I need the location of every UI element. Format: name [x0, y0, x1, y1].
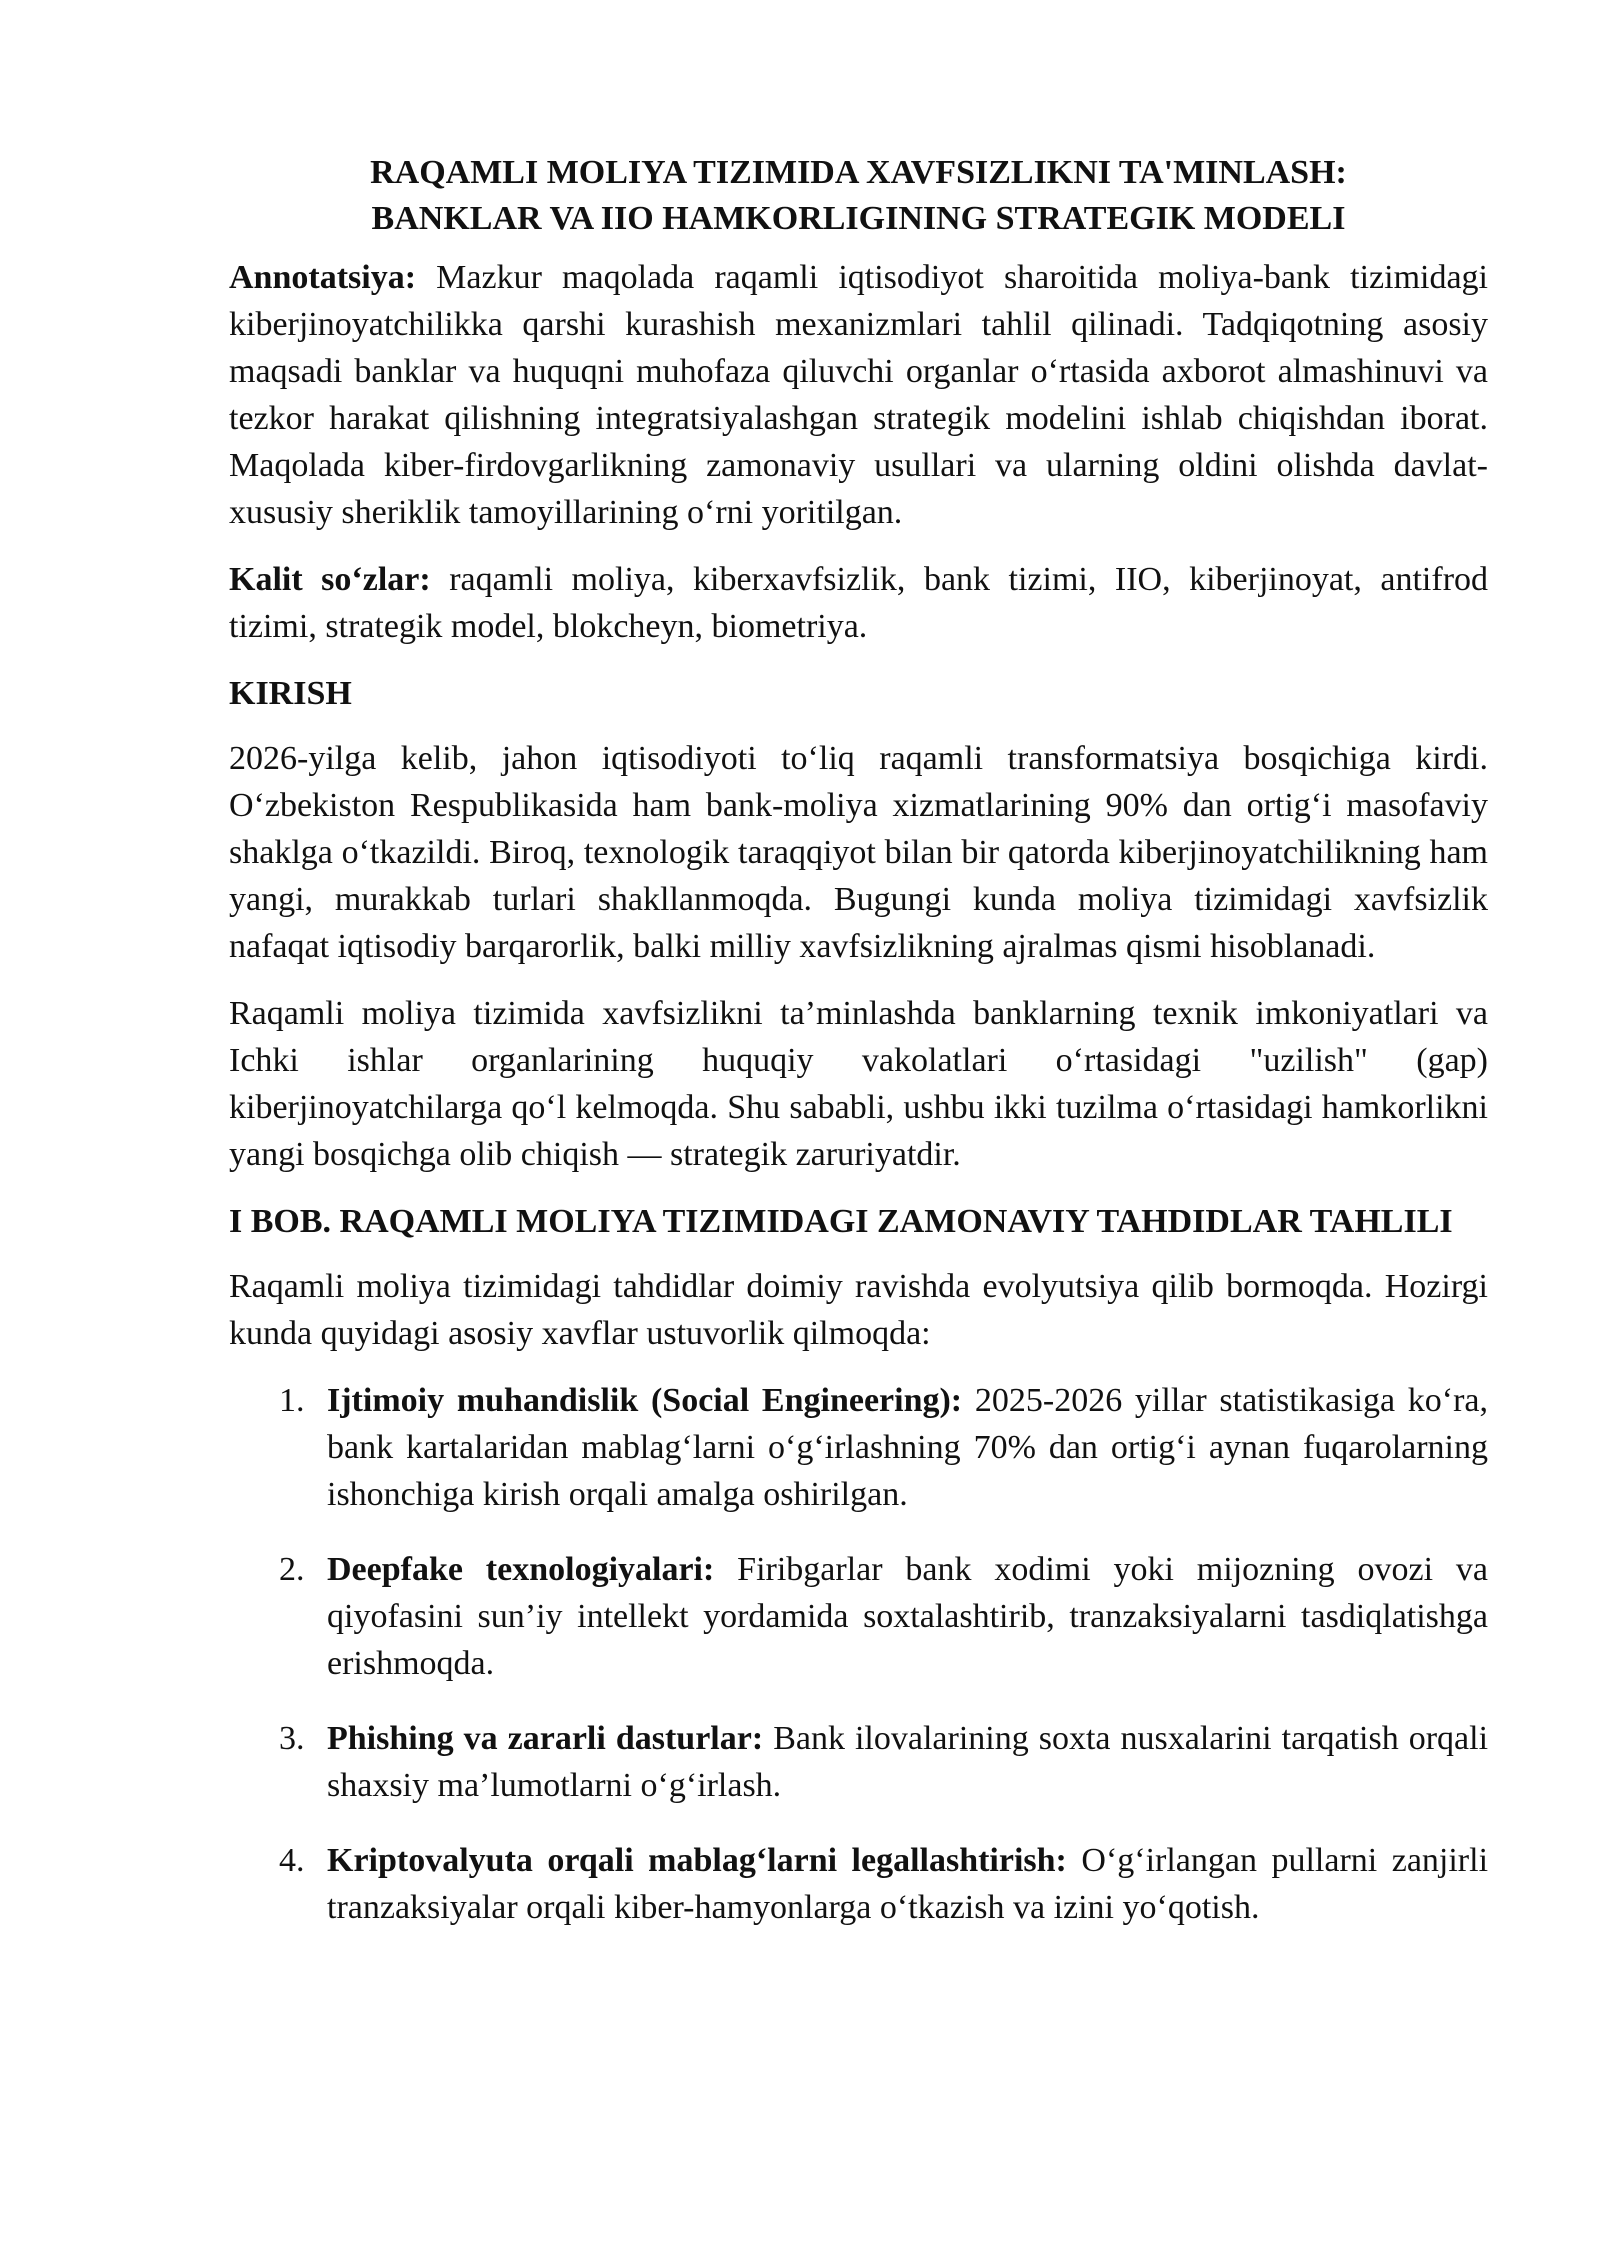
annotation-paragraph — [229, 254, 1488, 536]
list-item — [229, 1715, 1488, 1809]
list-item-term: Kriptovalyuta orqali mablag‘larni legallashtirish: — [327, 1842, 1067, 1879]
document-page — [229, 150, 1488, 1959]
annotation-label: Annotatsiya: — [229, 259, 417, 296]
title-line-2: BANKLAR VA IIO HAMKORLIGINING STRATEGIK MODELI — [371, 200, 1346, 237]
title-line-1: RAQAMLI MOLIYA TIZIMIDA XAVFSIZLIKNI TA'MINLASH: — [370, 154, 1347, 191]
list-item-term: Phishing va zararli dasturlar: — [327, 1720, 764, 1757]
chapter1-lead: Raqamli moliya tizimidagi tahdidlar doimiy ravishda evolyutsiya qilib bormoqda. Hozirgi kunda quyidagi asosiy xavflar ustuvorlik qilmoqda: — [229, 1268, 1488, 1352]
list-item-text: Firibgarlar bank xodimi yoki mijozning ovozi va qiyofasini sun’iy intellekt yordamida soxtalashtirib, tranzaksiyalarni tasdiqlatishga erishmoqda. — [327, 1551, 1488, 1682]
list-item-text: 2025-2026 yillar statistikasiga ko‘ra, bank kartalaridan mablag‘larni o‘g‘irlashning 70% dan ortig‘i aynan fuqarolarning ishonchiga kirish orqali amalga oshirilgan. — [327, 1382, 1488, 1513]
list-item-text: O‘g‘irlangan pullarni zanjirli tranzaksiyalar orqali kiber-hamyonlarga o‘tkazish va izini yo‘qotish. — [327, 1842, 1489, 1926]
annotation-text: Mazkur maqolada raqamli iqtisodiyot sharoitida moliya-bank tizimidagi kiberjinoyatchilikka qarshi kurashish mexanizmlari tahlil qilinadi. Tadqiqotning asosiy maqsadi banklar va huquqni muhofaza qiluvchi organlar o‘rtasida axborot almashinuvi va tezkor harakat qilishning integratsiyalashgan strategik modelini ishlab chiqishdan iborat. Maqolada kiber-firdovgarlikning zamonaviy usullari va ularning oldini olishda davlat-xususiy sheriklik tamoyillarining o‘rni yoritilgan. — [229, 259, 1488, 531]
list-item-number: 2. — [279, 1551, 305, 1588]
article-title — [229, 150, 1488, 242]
keywords-text: raqamli moliya, kiberxavfsizlik, bank tizimi, IIO, kiberjinoyat, antifrod tizimi, strategik model, blokcheyn, biometriya. — [229, 561, 1489, 645]
list-item-text: Bank ilovalarining soxta nusxalarini tarqatish orqali shaxsiy ma’lumotlarni o‘g‘irlash. — [327, 1720, 1489, 1804]
list-item-number: 4. — [279, 1842, 305, 1879]
list-item-term: Deepfake texnologiyalari: — [327, 1551, 715, 1588]
list-item-number: 1. — [279, 1382, 305, 1419]
keywords-label: Kalit so‘zlar: — [229, 561, 431, 598]
list-item — [229, 1377, 1488, 1518]
threats-list — [229, 1377, 1488, 1931]
chapter1-heading: I BOB. RAQAMLI MOLIYA TIZIMIDAGI ZAMONAVIY TAHDIDLAR TAHLILI — [229, 1203, 1453, 1240]
list-item — [229, 1546, 1488, 1687]
intro-heading: KIRISH — [229, 675, 352, 712]
intro-paragraph-2: Raqamli moliya tizimida xavfsizlikni ta’minlashda banklarning texnik imkoniyatlari va Ichki ishlar organlarining huquqiy vakolatlari o‘rtasidagi "uzilish" (gap) kiberjinoyatchilarga qo‘l kelmoqda. Shu sababli, ushbu ikki tuzilma o‘rtasidagi hamkorlikni yangi bosqichga olib chiqish — strategik zaruriyatdir. — [229, 995, 1488, 1173]
list-item-number: 3. — [279, 1720, 305, 1757]
intro-paragraph-1: 2026-yilga kelib, jahon iqtisodiyoti to‘liq raqamli transformatsiya bosqichiga kirdi. O‘zbekiston Respublikasida ham bank-moliya xizmatlarining 90% dan ortig‘i masofaviy shaklga o‘tkazildi. Biroq, texnologik taraqqiyot bilan bir qatorda kiberjinoyatchilikning ham yangi, murakkab turlari shakllanmoqda. Bugungi kunda moliya tizimidagi xavfsizlik nafaqat iqtisodiy barqarorlik, balki milliy xavfsizlikning ajralmas qismi hisoblanadi. — [229, 740, 1488, 965]
list-item — [229, 1837, 1488, 1931]
list-item-term: Ijtimoiy muhandislik (Social Engineering): — [327, 1382, 963, 1419]
keywords-paragraph — [229, 556, 1488, 650]
